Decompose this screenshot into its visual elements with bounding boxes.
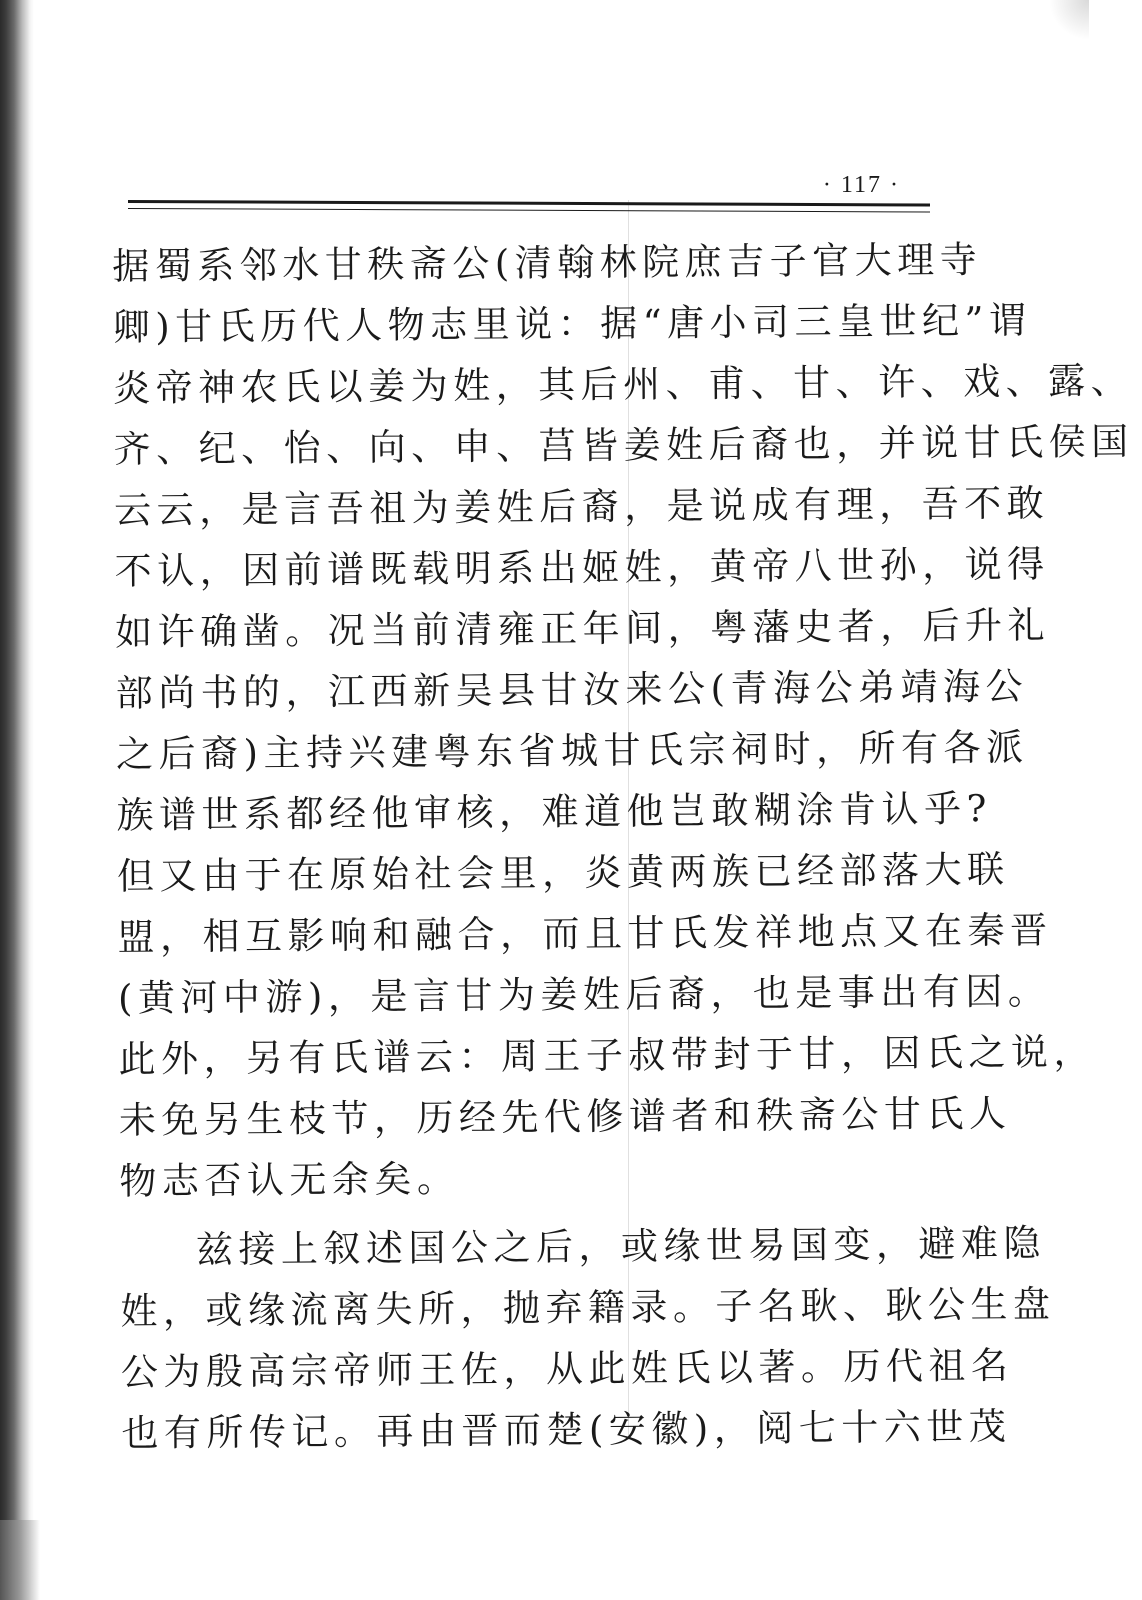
text-line: 此外，另有氏谱云：周王子叔带封于甘，因氏之说， — [118, 1030, 1097, 1081]
text-line: (黄河中游)，是言甘为姜姓后裔，也是事出有因。 — [117, 969, 1051, 1020]
text-line: 齐、纪、怡、向、申、莒皆姜姓后裔也，并说甘氏侯国 — [113, 419, 1134, 471]
text-line: 也有所传记。再由晋而楚(安徽)，阅七十六世茂 — [121, 1404, 1012, 1455]
text-line: 卿)甘氏历代人物志里说：据“唐小司三皇世纪”谓 — [112, 298, 1032, 349]
text-line: 如许确凿。况当前清雍正年间，粤藩史者，后升礼 — [114, 603, 1051, 654]
scan-edge-bottom — [0, 1520, 40, 1600]
text-line: 云云，是言吾祖为姜姓后裔，是说成有理，吾不敢 — [113, 481, 1050, 532]
scan-corner-shade — [1049, 0, 1089, 40]
text-line: 兹接上叙述国公之后，或缘世易国变，避难隐 — [195, 1221, 1047, 1272]
text-line: 物志否认无余矣。 — [119, 1157, 460, 1203]
scan-dark-edge — [0, 0, 34, 1600]
page-header — [128, 170, 930, 226]
text-line: 盟，相互影响和融合，而且甘氏发祥地点又在秦晋 — [117, 908, 1053, 959]
text-line: 之后裔)主持兴建粤东省城甘氏宗祠时，所有各派 — [115, 725, 1029, 776]
text-line: 公为殷高宗帝师王佐，从此姓氏以著。历代祖名 — [120, 1343, 1014, 1394]
text-line: 不认，因前谱既载明系出姬姓，黄帝八世孙，说得 — [114, 542, 1050, 593]
text-line: 据蜀系邻水甘秩斋公(清翰林院庶吉子官大理寺 — [112, 238, 983, 288]
text-line: 未免另生枝节，历经先代修谱者和秩斋公甘氏人 — [118, 1091, 1012, 1142]
text-line: 族谱世系都经他审核，难道他岂敢糊涂肯认乎? — [116, 787, 993, 837]
header-rule-thin — [128, 208, 930, 212]
text-line: 炎帝神农氏以姜为姓，其后州、甫、甘、许、戏、露、 — [113, 358, 1134, 410]
text-line: 但又由于在原始社会里，炎黄两族已经部落大联 — [116, 847, 1010, 898]
text-line: 姓，或缘流离失所，抛弃籍录。子名耿、耿公生盘 — [120, 1282, 1056, 1333]
paragraph-2 — [120, 1214, 1056, 1464]
page-number: · 117 · — [822, 172, 900, 198]
paragraph-1 — [112, 230, 1134, 1212]
header-rule-thick — [128, 200, 930, 206]
text-line: 部尚书的，江西新吴县甘汝来公(青海公弟靖海公 — [115, 664, 1029, 715]
body-text — [112, 230, 1134, 1464]
